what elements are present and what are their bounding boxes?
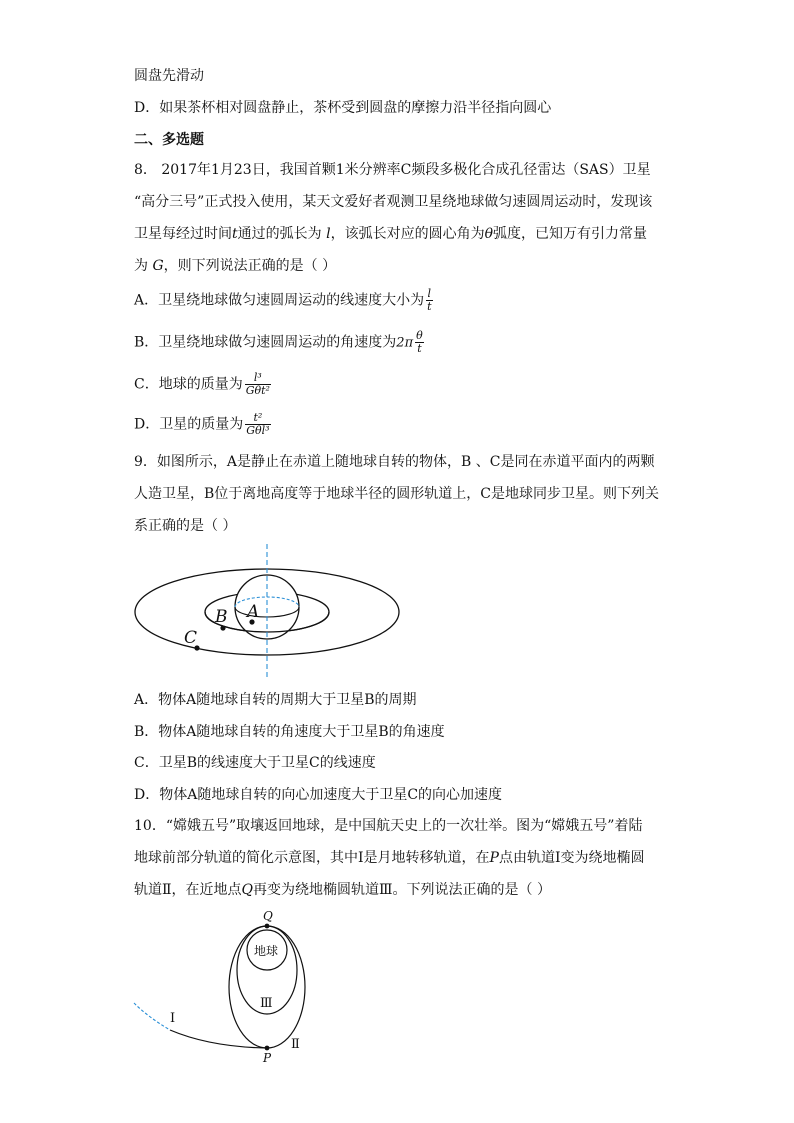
q8-var-l: l [326,226,331,242]
label-earth: 地球 [254,944,279,958]
q10-line-2 [134,848,644,868]
q10-orbit-figure [130,905,330,1065]
label-c: C [184,628,198,648]
label-ii: Ⅱ [291,1037,300,1052]
fraction-numerator: t² [245,412,270,425]
q8-line-3-part-c: ，该弧长对应的圆心角为 [330,226,485,242]
q8-option-c-fraction [245,372,271,397]
fraction-denominator: Gθt² [245,384,270,397]
q8-option-b-prefix: 2π [396,335,414,351]
label-q: Q [263,909,273,923]
fraction-numerator: l³ [245,372,271,385]
fraction-denominator: t [417,342,422,355]
q8-option-a-text: A．卫星绕地球做匀速圆周运动的线速度大小为 [134,292,425,309]
fraction-numerator: θ [416,329,423,342]
q10-line-2-part-b: 点由轨道Ⅰ变为绕地椭圆 [498,850,645,866]
q8-line-3-part-b: 通过的弧长为 [237,226,322,242]
q9-line-3: 系正确的是（ ） [134,518,237,534]
fraction-denominator: t [427,300,432,313]
q10-line-3-part-b: 再变为绕地椭圆轨道Ⅲ。下列说法正确的是（ ） [253,882,551,898]
q8-option-b [134,330,426,355]
prev-question-option-d: D．如果茶杯相对圆盘静止，茶杯受到圆盘的摩擦力沿半径指向圆心 [134,100,552,116]
q9-orbit-figure [130,542,410,682]
q10-line-1: 10．“嫦娥五号”取壤返回地球，是中国航天史上的一次壮举。图为“嫦娥五号”着陆 [134,818,643,834]
fraction-numerator: l [427,287,432,300]
q9-option-a: A．物体A随地球自转的周期大于卫星B的周期 [134,692,417,708]
q10-line-3 [134,880,551,900]
q8-var-theta: θ [484,226,494,242]
q8-line-3-part-a: 卫星每经过时间 [134,226,232,242]
q8-line-4-part-b: ，则下列说法正确的是（ ） [163,258,337,274]
point-p [265,1046,270,1051]
label-b: B [215,607,228,627]
q8-line-1: 8． 2017年1月23日，我国首颗1米分辨率C频段多极化合成孔径雷达（SAS）卫星 [134,162,651,178]
q10-var-P: P [489,850,499,866]
q9-option-d: D．物体A随地球自转的向心加速度大于卫星C的向心加速度 [134,787,503,803]
q8-var-G: G [152,258,164,274]
q8-option-d [134,412,273,437]
q8-option-a [134,288,435,313]
q8-option-a-fraction [426,288,432,313]
q9-option-c: C．卫星B的线速度大于卫星C的线速度 [134,755,376,771]
q8-line-3 [134,224,647,244]
q8-option-b-text: B．卫星绕地球做匀速圆周运动的角速度为 [134,334,397,351]
q9-line-2: 人造卫星，B位于离地高度等于地球半径的圆形轨道上，C是地球同步卫星。则下列关 [134,486,659,502]
q8-line-4 [134,256,336,276]
q8-var-t: t [232,226,238,242]
label-p: P [263,1051,272,1065]
label-iii: Ⅲ [260,996,273,1011]
section-heading: 二、多选题 [134,132,204,148]
fraction-denominator: Gθl³ [246,424,270,437]
q8-line-3-part-d: 弧度，已知万有引力常量 [493,226,648,242]
q9-option-b: B．物体A随地球自转的角速度大于卫星B的角速度 [134,724,445,740]
trajectory-i-dashed [134,1003,170,1030]
q10-var-Q: Q [241,882,253,898]
point-q [265,924,270,929]
q8-option-d-fraction [245,412,270,437]
q8-line-2: “高分三号”正式投入使用，某天文爱好者观测卫星绕地球做匀速圆周运动时，发现该 [134,194,653,210]
q10-line-3-part-a: 轨道Ⅱ，在近地点 [134,882,242,898]
label-a: A [247,602,260,622]
q8-option-c [134,372,273,397]
q8-line-4-part-a: 为 [134,258,148,274]
q9-line-1: 9．如图所示，A是静止在赤道上随地球自转的物体，B 、C是同在赤道平面内的两颗 [134,454,655,470]
q8-option-d-text: D．卫星的质量为 [134,416,244,433]
q8-option-c-text: C．地球的质量为 [134,376,243,393]
q10-line-2-part-a: 地球前部分轨道的简化示意图，其中Ⅰ是月地转移轨道，在 [134,850,490,866]
continuation-line: 圆盘先滑动 [134,68,204,84]
q8-option-b-fraction [415,330,424,355]
label-i: Ⅰ [170,1011,176,1026]
trajectory-i [170,1030,267,1048]
